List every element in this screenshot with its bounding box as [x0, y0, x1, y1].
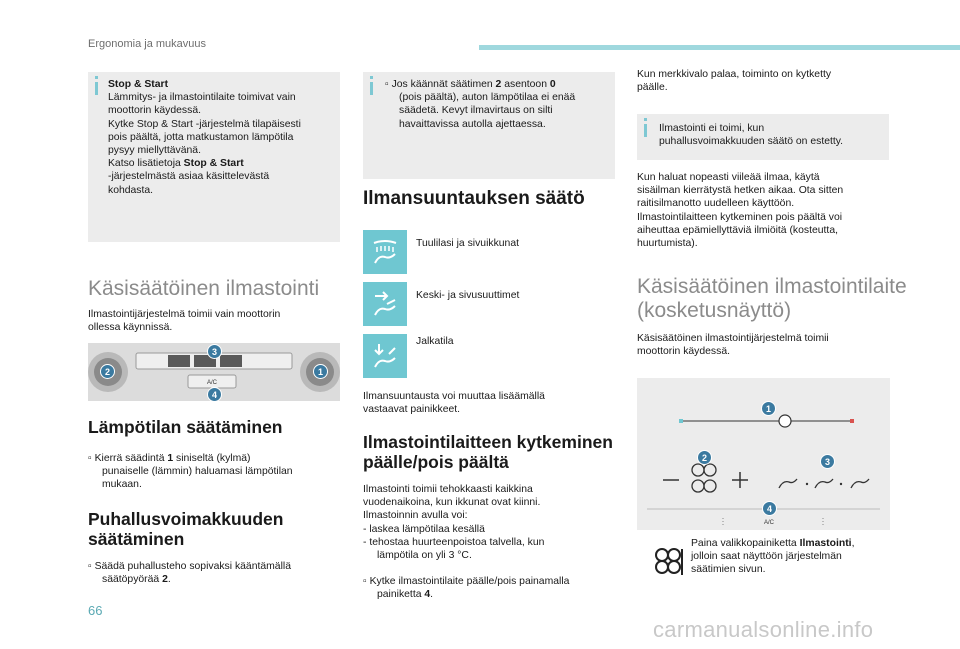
text-line: moottorin käydessä. — [637, 346, 730, 358]
note-line: pois päältä, jotta matkustamon lämpötila — [108, 131, 294, 143]
text-bold: 4 — [424, 589, 431, 601]
watermark: carmanualsonline.info — [653, 617, 874, 642]
touchscreen-intro — [637, 332, 889, 358]
note-line: moottorin käydessä. — [108, 105, 201, 117]
panel-ac-label: A/C — [206, 380, 218, 386]
heading-ac-on-off — [363, 432, 613, 472]
info-icon — [370, 82, 373, 95]
text-line: aiheuttaa epämiellyttäviä ilmiöitä (kosteutta, — [637, 224, 838, 236]
heading-line: päälle/pois päältä — [363, 452, 509, 472]
footwell-tile — [363, 334, 407, 378]
title-manual-ac: Käsisäätöinen ilmastointi — [88, 277, 320, 300]
badge-2: 2 — [100, 364, 115, 379]
text-line: siniseltä (kylmä) — [173, 453, 251, 464]
temperature-text: ▫ Kierrä säädintä 1 siniseltä (kylmä) punaiselle (lämmin) haluamasi lämpötilan mukaan. — [88, 452, 340, 492]
heading-line: (kosketusnäyttö) — [637, 299, 792, 322]
note-line: -järjestelmästä asiaa käsittelevästä — [108, 171, 270, 183]
note-text — [659, 122, 885, 148]
note-line: havaittavissa autolla ajettaessa. — [399, 118, 546, 130]
header-bar — [479, 45, 960, 50]
text-line: Ilmastointilaitteen kytkeminen pois päältä voi — [637, 211, 843, 223]
text-line: Käsisäätöinen ilmastointijärjestelmä toimii — [637, 333, 829, 344]
ac-instruction: ▫ Kytke ilmastointilaite päälle/pois painamalla painiketta 4. — [363, 576, 570, 601]
text-bold: 2 — [162, 574, 168, 586]
badge-1: 1 — [313, 364, 328, 379]
note-line: Lämmitys- ja ilmastointilaite toimivat vain — [108, 92, 296, 104]
info-icon — [95, 82, 98, 95]
note-line: puhallusvoimakkuuden säätö on estetty. — [659, 136, 844, 148]
text-line: Säädä puhallusteho sopivaksi kääntämällä — [94, 561, 291, 572]
heading-line: Puhallusvoimakkuuden — [88, 509, 284, 529]
menu-instruction — [691, 537, 889, 577]
page-number: 66 — [88, 603, 103, 618]
note-line: kohdasta. — [108, 184, 154, 196]
fan-icon — [650, 543, 686, 579]
text-line: Kierrä säädintä — [94, 453, 168, 464]
badge-4: 4 — [207, 387, 222, 402]
text-line: Ilmastointi toimii tehokkaasti kaikkina — [363, 484, 533, 495]
ac-blocked-note — [637, 114, 889, 160]
screen-badge-1: 1 — [761, 401, 776, 416]
ac-text — [363, 483, 615, 562]
intro-text — [88, 308, 340, 334]
note-bold: 0 — [549, 79, 556, 90]
text-line: Kun haluat nopeasti viileää ilmaa, käytä — [637, 172, 820, 183]
note-line: Katso lisätietoja — [108, 158, 184, 170]
text-line: vuodenaikoina, kun ikkunat ovat kiinni. — [363, 497, 541, 509]
text-line: , — [851, 538, 855, 549]
fan-off-note — [363, 72, 615, 179]
stop-start-note — [88, 72, 340, 242]
note-text: ▫ Jos käännät säätimen 2 asentoon 0 (pois päältä), auton lämpötilaa ei enää säädetä. Kevyt ilmavirtaus on silti havaittavissa autolla ajettaessa. — [385, 78, 611, 131]
text-line: Ilmastoinnin avulla voi: — [363, 510, 468, 522]
fan-text: ▫ Säädä puhallusteho sopivaksi kääntämällä säätöpyörää 2. — [88, 561, 291, 586]
text-line: sisäilman kierrätystä hetken aikaa. Ota sitten — [637, 185, 844, 197]
screen-badge-2: 2 — [697, 450, 712, 465]
note-line: pysyy miellyttävänä. — [108, 145, 201, 157]
text-line: . — [430, 589, 434, 601]
text-line: mukaan. — [102, 479, 142, 491]
text-line: . — [167, 574, 171, 586]
note-line: Jos käännät säätimen — [391, 79, 496, 90]
footwell-icon — [363, 334, 407, 378]
note-line: Ilmastointi ei toimi, kun — [659, 123, 765, 134]
indicator-text — [637, 68, 889, 94]
climate-menu-icon — [650, 543, 686, 579]
air-note — [363, 390, 615, 416]
screen-badge-3: 3 — [820, 454, 835, 469]
text-line: vastaavat painikkeet. — [363, 404, 461, 416]
note-text — [108, 78, 336, 197]
info-icon — [644, 124, 647, 137]
text-line: lämpötila on yli 3 °C. — [377, 550, 472, 562]
text-line: Kytke ilmastointilaite päälle/pois painamalla — [369, 576, 570, 587]
text-line: päälle. — [637, 82, 668, 94]
text-line: Kun merkkivalo palaa, toiminto on kytketty — [637, 69, 832, 80]
screen-badge-4: 4 — [762, 501, 777, 516]
text-line: Ilmansuuntausta voi muuttaa lisäämällä — [363, 391, 545, 402]
badge-3: 3 — [207, 344, 222, 359]
windscreen-icon — [363, 230, 407, 274]
heading-line: säätäminen — [88, 529, 185, 549]
center-vents-tile — [363, 282, 407, 326]
text-line: raitisilmanotto uudelleen käyttöön. — [637, 198, 795, 210]
text-line: - tehostaa huurteenpoistoa talvella, kun — [363, 536, 545, 548]
section-header: Ergonomia ja mukavuus — [88, 38, 207, 50]
touchscreen-image — [637, 378, 890, 530]
note-bold: Stop & Start — [183, 158, 244, 170]
note-line: Kytke Stop & Start -järjestelmä tilapäisesti — [108, 118, 301, 130]
control-panel-image — [88, 343, 340, 401]
center-vents-icon — [363, 282, 407, 326]
heading-temperature: Lämpötilan säätäminen — [88, 417, 283, 437]
text-bold: Ilmastointi — [799, 538, 852, 549]
heading-fan — [88, 509, 283, 549]
air-item-windscreen: Tuulilasi ja sivuikkunat — [416, 238, 519, 249]
text-bold: 1 — [167, 453, 174, 464]
text-line: jolloin saat näyttöön järjestelmän — [691, 551, 842, 563]
text-line: ollessa käynnissä. — [88, 322, 173, 334]
note-line: säädetä. Kevyt ilmavirtaus on silti — [399, 105, 553, 117]
heading-air-direction: Ilmansuuntauksen säätö — [363, 188, 585, 209]
text-line: painiketta — [377, 589, 425, 601]
heading-line: Ilmastointilaitteen kytkeminen — [363, 432, 613, 452]
text-line: säätimien sivun. — [691, 564, 766, 576]
text-line: huurtumista). — [637, 238, 698, 250]
note-line: asentoon — [501, 79, 550, 90]
text-line: Ilmastointijärjestelmä toimii vain moottorin — [88, 309, 281, 320]
heading-line: Käsisäätöinen ilmastointilaite — [637, 275, 907, 298]
note-line: (pois päältä), auton lämpötilaa ei enää — [399, 92, 576, 104]
text-line: punaiselle (lämmin) haluamasi lämpötilan — [102, 466, 293, 478]
windscreen-tile — [363, 230, 407, 274]
text-line: - laskea lämpötilaa kesällä — [363, 523, 485, 535]
air-item-center: Keski- ja sivusuuttimet — [416, 290, 520, 301]
recirculation-text — [637, 171, 889, 250]
note-bold: 2 — [495, 79, 502, 90]
air-item-footwell: Jalkatila — [416, 336, 454, 347]
text-line: säätöpyörää — [102, 574, 163, 586]
text-line: Paina valikkopainiketta — [691, 538, 800, 549]
title-touchscreen-ac — [637, 275, 907, 323]
screen-ac-label: A/C — [763, 520, 775, 526]
note-title: Stop & Start — [108, 79, 169, 90]
